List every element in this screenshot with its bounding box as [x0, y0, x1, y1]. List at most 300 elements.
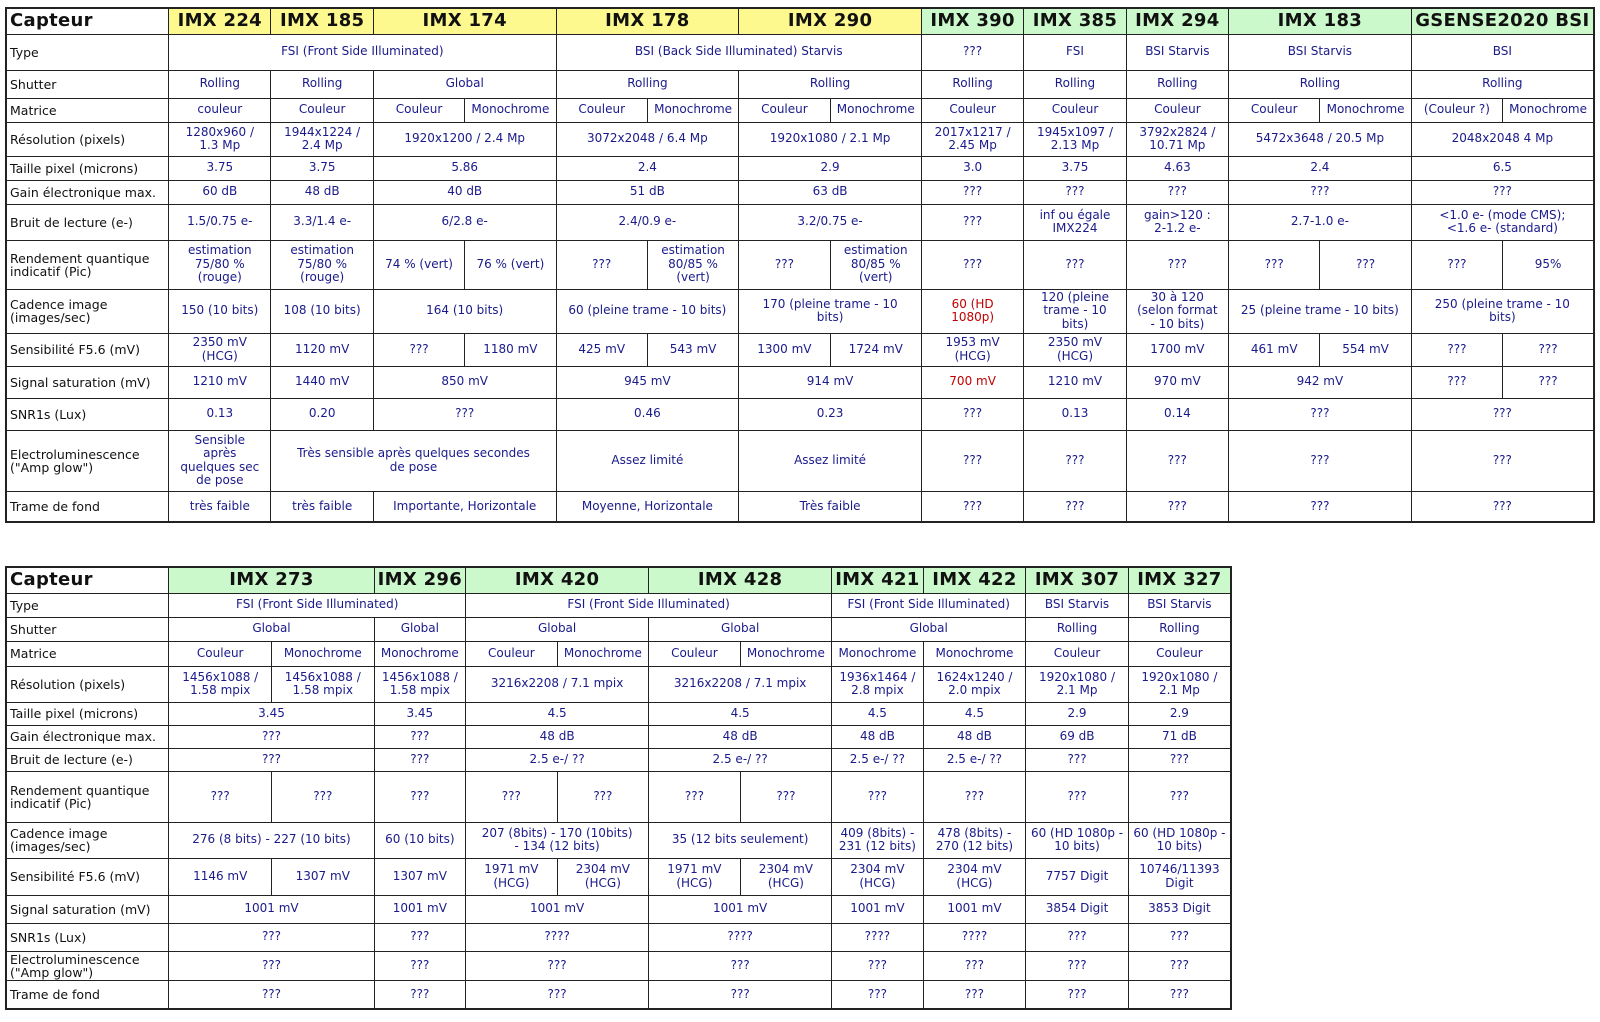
sensor-header-imx-294: IMX 294 [1126, 8, 1228, 34]
table-cell: BSI (Back Side Illuminated) Starvis [556, 34, 921, 70]
table-cell: Monochrome [465, 98, 556, 122]
table-cell: 2304 mV (HCG) [557, 858, 649, 895]
table-cell: ??? [1026, 923, 1129, 951]
row-label: SNR1s (Lux) [6, 923, 169, 951]
table-row [6, 98, 1594, 122]
table-cell: ??? [169, 923, 374, 951]
table-cell: 2304 mV (HCG) [832, 858, 924, 895]
row-label: Cadence image (images/sec) [6, 289, 169, 333]
row-label: Electroluminescence ("Amp glow") [6, 951, 169, 980]
table-cell: 478 (8bits) - 270 (12 bits) [923, 822, 1026, 858]
sensor-header-imx-385: IMX 385 [1024, 8, 1126, 34]
table-cell: Monochrome [647, 98, 738, 122]
table-cell: 1456x1088 / 1.58 mpix [272, 666, 375, 702]
table-cell: 1724 mV [830, 333, 921, 366]
table-cell: ??? [557, 771, 649, 822]
table-cell: <1.0 e- (mode CMS); <1.6 e- (standard) [1411, 204, 1594, 240]
table-cell: 1280x960 / 1.3 Mp [169, 122, 271, 156]
row-label: Trame de fond [6, 980, 169, 1009]
table-cell: BSI [1411, 34, 1594, 70]
row-label: Résolution (pixels) [6, 122, 169, 156]
table-cell: 1456x1088 / 1.58 mpix [169, 666, 272, 702]
row-label: Signal saturation (mV) [6, 366, 169, 398]
table-cell: 207 (8bits) - 170 (10bits) - 134 (12 bits) [466, 822, 649, 858]
table-row [6, 333, 1594, 366]
table-cell: 2.4/0.9 e- [556, 204, 739, 240]
table-cell: 1920x1080 / 2.1 Mp [1026, 666, 1129, 702]
table-cell: 3.75 [169, 156, 271, 180]
table-cell: Très faible [739, 491, 922, 522]
table-cell: ??? [1026, 980, 1129, 1009]
sensor-header-imx-183: IMX 183 [1229, 8, 1412, 34]
table-cell: 0.14 [1126, 398, 1228, 430]
table-cell: 3.2/0.75 e- [739, 204, 922, 240]
table-cell: Couleur [921, 98, 1023, 122]
table-cell: ??? [1126, 180, 1228, 204]
table-cell: 5.86 [373, 156, 556, 180]
table-cell: 1001 mV [466, 895, 649, 923]
table-cell: Rolling [1126, 70, 1228, 98]
row-label: Bruit de lecture (e-) [6, 204, 169, 240]
table-cell: 51 dB [556, 180, 739, 204]
table-cell: 3.45 [169, 702, 374, 725]
table-cell: 30 à 120 (selon format - 10 bits) [1126, 289, 1228, 333]
table-cell: 108 (10 bits) [271, 289, 373, 333]
table-cell: 1180 mV [465, 333, 556, 366]
table-cell: FSI (Front Side Illuminated) [466, 593, 832, 617]
table-cell: 250 (pleine trame - 10 bits) [1411, 289, 1594, 333]
table-cell: 1624x1240 / 2.0 mpix [923, 666, 1026, 702]
table-cell: 3792x2824 / 10.71 Mp [1126, 122, 1228, 156]
table-cell: 2.4 [556, 156, 739, 180]
table-row [6, 122, 1594, 156]
table-cell: 48 dB [271, 180, 373, 204]
table-cell: 3853 Digit [1128, 895, 1231, 923]
table-cell: 425 mV [556, 333, 647, 366]
table-cell: Couleur [739, 98, 830, 122]
table-cell: 2.4 [1229, 156, 1412, 180]
sensor-header-imx-420: IMX 420 [466, 567, 649, 593]
table-cell: ??? [466, 951, 649, 980]
table-cell: ??? [1503, 333, 1594, 366]
table-cell: ??? [1503, 366, 1594, 398]
table-cell: 60 dB [169, 180, 271, 204]
table-cell: ???? [832, 923, 924, 951]
table-cell: Monochrome [374, 641, 466, 666]
table-cell: estimation 80/85 % (vert) [647, 240, 738, 289]
table-cell: 1920x1080 / 2.1 Mp [739, 122, 922, 156]
table-cell: 2.9 [1128, 702, 1231, 725]
table-cell: ??? [649, 771, 741, 822]
sensor-header-imx-421: IMX 421 [832, 567, 924, 593]
table-cell: Couleur [1026, 641, 1129, 666]
table-cell: 60 (HD 1080p) [921, 289, 1023, 333]
table-cell: ??? [169, 980, 374, 1009]
table-cell: 3216x2208 / 7.1 mpix [649, 666, 832, 702]
table-cell: ??? [373, 398, 556, 430]
table-cell: FSI [1024, 34, 1126, 70]
table-cell: 4.5 [649, 702, 832, 725]
table-row [6, 156, 1594, 180]
table-cell: FSI (Front Side Illuminated) [169, 593, 466, 617]
table-cell: 1210 mV [1024, 366, 1126, 398]
table-cell: Rolling [556, 70, 739, 98]
table-cell: 5472x3648 / 20.5 Mp [1229, 122, 1412, 156]
table-cell: 35 (12 bits seulement) [649, 822, 832, 858]
table-cell: ??? [1411, 430, 1594, 491]
row-label: Taille pixel (microns) [6, 156, 169, 180]
table-cell: 150 (10 bits) [169, 289, 271, 333]
table-cell: 48 dB [923, 725, 1026, 748]
table-cell: estimation 80/85 % (vert) [830, 240, 921, 289]
table-cell: ??? [921, 430, 1023, 491]
row-label: Trame de fond [6, 491, 169, 522]
sensor-header-imx-174: IMX 174 [373, 8, 556, 34]
table-cell: Rolling [1229, 70, 1412, 98]
table-cell: ??? [374, 951, 466, 980]
table-cell: ??? [374, 725, 466, 748]
table-cell: ??? [466, 771, 558, 822]
table-cell: ??? [739, 240, 830, 289]
table-row [6, 70, 1594, 98]
table-cell: ??? [832, 980, 924, 1009]
table-cell: 1307 mV [272, 858, 375, 895]
table-cell: ??? [921, 240, 1023, 289]
table-cell: ??? [1128, 980, 1231, 1009]
table-cell: Monochrome [923, 641, 1026, 666]
table-cell: 1300 mV [739, 333, 830, 366]
table-cell: Monochrome [830, 98, 921, 122]
table-cell: ??? [556, 240, 647, 289]
table-cell: ??? [373, 333, 464, 366]
row-label: Shutter [6, 70, 169, 98]
table-cell: ??? [1411, 398, 1594, 430]
table-cell: Rolling [739, 70, 922, 98]
table-cell: ??? [923, 980, 1026, 1009]
table-cell: 1001 mV [374, 895, 466, 923]
table-cell: ??? [1411, 180, 1594, 204]
table-cell: 1936x1464 / 2.8 mpix [832, 666, 924, 702]
table-cell: ??? [740, 771, 832, 822]
table-cell: 25 (pleine trame - 10 bits) [1229, 289, 1412, 333]
table-cell: FSI (Front Side Illuminated) [169, 34, 556, 70]
table-cell: 1971 mV (HCG) [649, 858, 741, 895]
table-cell: Monochrome [740, 641, 832, 666]
table-row [6, 748, 1231, 771]
table-cell: 60 (HD 1080p - 10 bits) [1026, 822, 1129, 858]
table-cell: 2304 mV (HCG) [923, 858, 1026, 895]
table-cell: 700 mV [921, 366, 1023, 398]
table-cell: Monochrome [1503, 98, 1594, 122]
table-cell: ??? [649, 980, 832, 1009]
table-cell: 942 mV [1229, 366, 1412, 398]
table-cell: très faible [169, 491, 271, 522]
table-cell: ???? [649, 923, 832, 951]
table-cell: 276 (8 bits) - 227 (10 bits) [169, 822, 374, 858]
sensor-header-imx-290: IMX 290 [739, 8, 922, 34]
table-row [6, 366, 1594, 398]
table-cell: 95% [1503, 240, 1594, 289]
table-cell: BSI Starvis [1026, 593, 1129, 617]
table-row [6, 593, 1231, 617]
row-label: Rendement quantique indicatif (Pic) [6, 771, 169, 822]
table-cell: Rolling [1024, 70, 1126, 98]
table-row [6, 289, 1594, 333]
table-cell: 970 mV [1126, 366, 1228, 398]
table-cell: ??? [921, 34, 1023, 70]
table-cell: Global [373, 70, 556, 98]
table-cell: 2048x2048 4 Mp [1411, 122, 1594, 156]
table-cell: 3.3/1.4 e- [271, 204, 373, 240]
table-cell: ??? [921, 491, 1023, 522]
table-cell: ??? [169, 748, 374, 771]
table-cell: 850 mV [373, 366, 556, 398]
table-row [6, 204, 1594, 240]
table-cell: Couleur [649, 641, 741, 666]
table-cell: 0.13 [1024, 398, 1126, 430]
table-cell: ??? [1026, 771, 1129, 822]
table-cell: Couleur [271, 98, 373, 122]
sensor-header-imx-296: IMX 296 [374, 567, 466, 593]
table-row [6, 725, 1231, 748]
sensor-header-imx-273: IMX 273 [169, 567, 374, 593]
table-cell: 0.46 [556, 398, 739, 430]
table-cell: Très sensible après quelques secondes de pose [271, 430, 556, 491]
table-cell: Rolling [1026, 617, 1129, 641]
table-cell: FSI (Front Side Illuminated) [832, 593, 1026, 617]
table-cell: 2.7-1.0 e- [1229, 204, 1412, 240]
table-cell: 1920x1200 / 2.4 Mp [373, 122, 556, 156]
row-label: Shutter [6, 617, 169, 641]
table-cell: 3.75 [271, 156, 373, 180]
table-cell: Moyenne, Horizontale [556, 491, 739, 522]
table-row [6, 822, 1231, 858]
table-cell: 2.9 [739, 156, 922, 180]
table-cell: ??? [1126, 430, 1228, 491]
table-cell: ??? [1411, 491, 1594, 522]
table-row [6, 895, 1231, 923]
table-cell: ??? [1126, 491, 1228, 522]
table-cell: ??? [1128, 748, 1231, 771]
table-row [6, 641, 1231, 666]
sensor-header-imx-307: IMX 307 [1026, 567, 1129, 593]
table-cell: 554 mV [1320, 333, 1411, 366]
table-cell: 0.13 [169, 398, 271, 430]
table-cell: ??? [1024, 240, 1126, 289]
table-cell: Couleur [466, 641, 558, 666]
table-cell: 1001 mV [169, 895, 374, 923]
table-cell: Assez limité [739, 430, 922, 491]
row-label: Matrice [6, 98, 169, 122]
table-cell: très faible [271, 491, 373, 522]
table-cell: ??? [1128, 951, 1231, 980]
table-cell: ??? [921, 398, 1023, 430]
table-cell: Global [466, 617, 649, 641]
table-cell: 2.9 [1026, 702, 1129, 725]
table-cell: ???? [466, 923, 649, 951]
sensor-comparison-table-2 [5, 566, 1232, 1010]
table-row [6, 858, 1231, 895]
row-label: Electroluminescence ("Amp glow") [6, 430, 169, 491]
table-cell: 48 dB [832, 725, 924, 748]
table-cell: 461 mV [1229, 333, 1320, 366]
table-cell: Global [649, 617, 832, 641]
sensor-header-imx-390: IMX 390 [921, 8, 1023, 34]
table-cell: 48 dB [649, 725, 832, 748]
row-label: Bruit de lecture (e-) [6, 748, 169, 771]
table-row [6, 771, 1231, 822]
table-cell: 1001 mV [923, 895, 1026, 923]
table-cell: Monochrome [272, 641, 375, 666]
table-cell: 1210 mV [169, 366, 271, 398]
table-cell: 945 mV [556, 366, 739, 398]
sensor-header-imx-224: IMX 224 [169, 8, 271, 34]
table-cell: Global [169, 617, 374, 641]
table-cell: 2.5 e-/ ?? [466, 748, 649, 771]
table-cell: 2.5 e-/ ?? [832, 748, 924, 771]
table-row [6, 398, 1594, 430]
table-cell: gain>120 : 2-1.2 e- [1126, 204, 1228, 240]
table-cell: 48 dB [466, 725, 649, 748]
table-cell: ??? [1128, 771, 1231, 822]
table-cell: estimation 75/80 % (rouge) [169, 240, 271, 289]
table-cell: ??? [923, 771, 1026, 822]
table-cell: ??? [374, 748, 466, 771]
table-cell: 2.5 e-/ ?? [923, 748, 1026, 771]
row-label: Type [6, 593, 169, 617]
header-label: Capteur [6, 8, 169, 34]
table-cell: Assez limité [556, 430, 739, 491]
table-cell: ??? [921, 204, 1023, 240]
row-label: Gain électronique max. [6, 725, 169, 748]
table-cell: 3216x2208 / 7.1 mpix [466, 666, 649, 702]
table-cell: ??? [1128, 923, 1231, 951]
table-cell: 60 (HD 1080p - 10 bits) [1128, 822, 1231, 858]
table-cell: Monochrome [832, 641, 924, 666]
table-row [6, 923, 1231, 951]
table-cell: Rolling [271, 70, 373, 98]
table-cell: Global [832, 617, 1026, 641]
row-label: Taille pixel (microns) [6, 702, 169, 725]
table-cell: ??? [1024, 430, 1126, 491]
table-cell: 4.63 [1126, 156, 1228, 180]
table-cell: ??? [1411, 240, 1502, 289]
table-cell: ??? [923, 951, 1026, 980]
table-cell: 543 mV [647, 333, 738, 366]
table-cell: 1001 mV [832, 895, 924, 923]
sensor-comparison-table-1 [5, 7, 1595, 523]
row-label: Gain électronique max. [6, 180, 169, 204]
table-cell: 60 (10 bits) [374, 822, 466, 858]
table-cell: 2017x1217 / 2.45 Mp [921, 122, 1023, 156]
table-cell: Couleur [1128, 641, 1231, 666]
table-cell: Rolling [1128, 617, 1231, 641]
table-cell: ??? [832, 951, 924, 980]
table-cell: Couleur [1126, 98, 1228, 122]
table-cell: ??? [169, 725, 374, 748]
row-label: Cadence image (images/sec) [6, 822, 169, 858]
table-cell: ??? [374, 980, 466, 1009]
table-cell: ???? [923, 923, 1026, 951]
table-cell: ??? [1320, 240, 1411, 289]
table-cell: Couleur [169, 641, 272, 666]
table-cell: Global [374, 617, 466, 641]
table-cell: 1971 mV (HCG) [466, 858, 558, 895]
header-label: Capteur [6, 567, 169, 593]
table-cell: ??? [1024, 180, 1126, 204]
table-row [6, 980, 1231, 1009]
table-cell: Importante, Horizontale [373, 491, 556, 522]
header-row [6, 567, 1231, 593]
table-cell: ??? [1126, 240, 1228, 289]
table-cell: 164 (10 bits) [373, 289, 556, 333]
table-cell: 409 (8bits) - 231 (12 bits) [832, 822, 924, 858]
row-label: Sensibilité F5.6 (mV) [6, 333, 169, 366]
table-cell: 1.5/0.75 e- [169, 204, 271, 240]
row-label: Signal saturation (mV) [6, 895, 169, 923]
table-cell: 71 dB [1128, 725, 1231, 748]
sensor-header-imx-185: IMX 185 [271, 8, 373, 34]
row-label: Rendement quantique indicatif (Pic) [6, 240, 169, 289]
table-cell: ??? [374, 923, 466, 951]
row-label: Matrice [6, 641, 169, 666]
table-cell: ??? [169, 771, 272, 822]
table-cell: 74 % (vert) [373, 240, 464, 289]
table-cell: 1700 mV [1126, 333, 1228, 366]
table-cell: ??? [649, 951, 832, 980]
table-cell: 3.45 [374, 702, 466, 725]
table-cell: Couleur [1229, 98, 1320, 122]
table-cell: Monochrome [557, 641, 649, 666]
table-cell: 6/2.8 e- [373, 204, 556, 240]
table-cell: 3.0 [921, 156, 1023, 180]
table-cell: ??? [1411, 333, 1502, 366]
table-cell: Rolling [169, 70, 271, 98]
sensor-header-imx-422: IMX 422 [923, 567, 1026, 593]
sensor-header-imx-428: IMX 428 [649, 567, 832, 593]
table-cell: 2350 mV (HCG) [169, 333, 271, 366]
row-label: Sensibilité F5.6 (mV) [6, 858, 169, 895]
table-cell: ??? [1026, 951, 1129, 980]
table-cell: ??? [374, 771, 466, 822]
table-row [6, 617, 1231, 641]
table-cell: 1307 mV [374, 858, 466, 895]
table-cell: 3854 Digit [1026, 895, 1129, 923]
table-cell: 63 dB [739, 180, 922, 204]
sensor-header-imx-178: IMX 178 [556, 8, 739, 34]
table-cell: 1001 mV [649, 895, 832, 923]
table-cell: Couleur [373, 98, 464, 122]
table-cell: (Couleur ?) [1411, 98, 1502, 122]
table-cell: 7757 Digit [1026, 858, 1129, 895]
table-cell: Monochrome [1320, 98, 1411, 122]
table-cell: ??? [1229, 180, 1412, 204]
table-cell: 1945x1097 / 2.13 Mp [1024, 122, 1126, 156]
table-cell: 914 mV [739, 366, 922, 398]
table-cell: Rolling [1411, 70, 1594, 98]
table-cell: 2350 mV (HCG) [1024, 333, 1126, 366]
table-cell: ??? [832, 771, 924, 822]
table-cell: 120 (pleine trame - 10 bits) [1024, 289, 1126, 333]
row-label: SNR1s (Lux) [6, 398, 169, 430]
table-cell: 60 (pleine trame - 10 bits) [556, 289, 739, 333]
table-cell: 1920x1080 / 2.1 Mp [1128, 666, 1231, 702]
table-row [6, 180, 1594, 204]
table-row [6, 240, 1594, 289]
table-cell: ??? [466, 980, 649, 1009]
table-cell: ??? [1024, 491, 1126, 522]
row-label: Type [6, 34, 169, 70]
